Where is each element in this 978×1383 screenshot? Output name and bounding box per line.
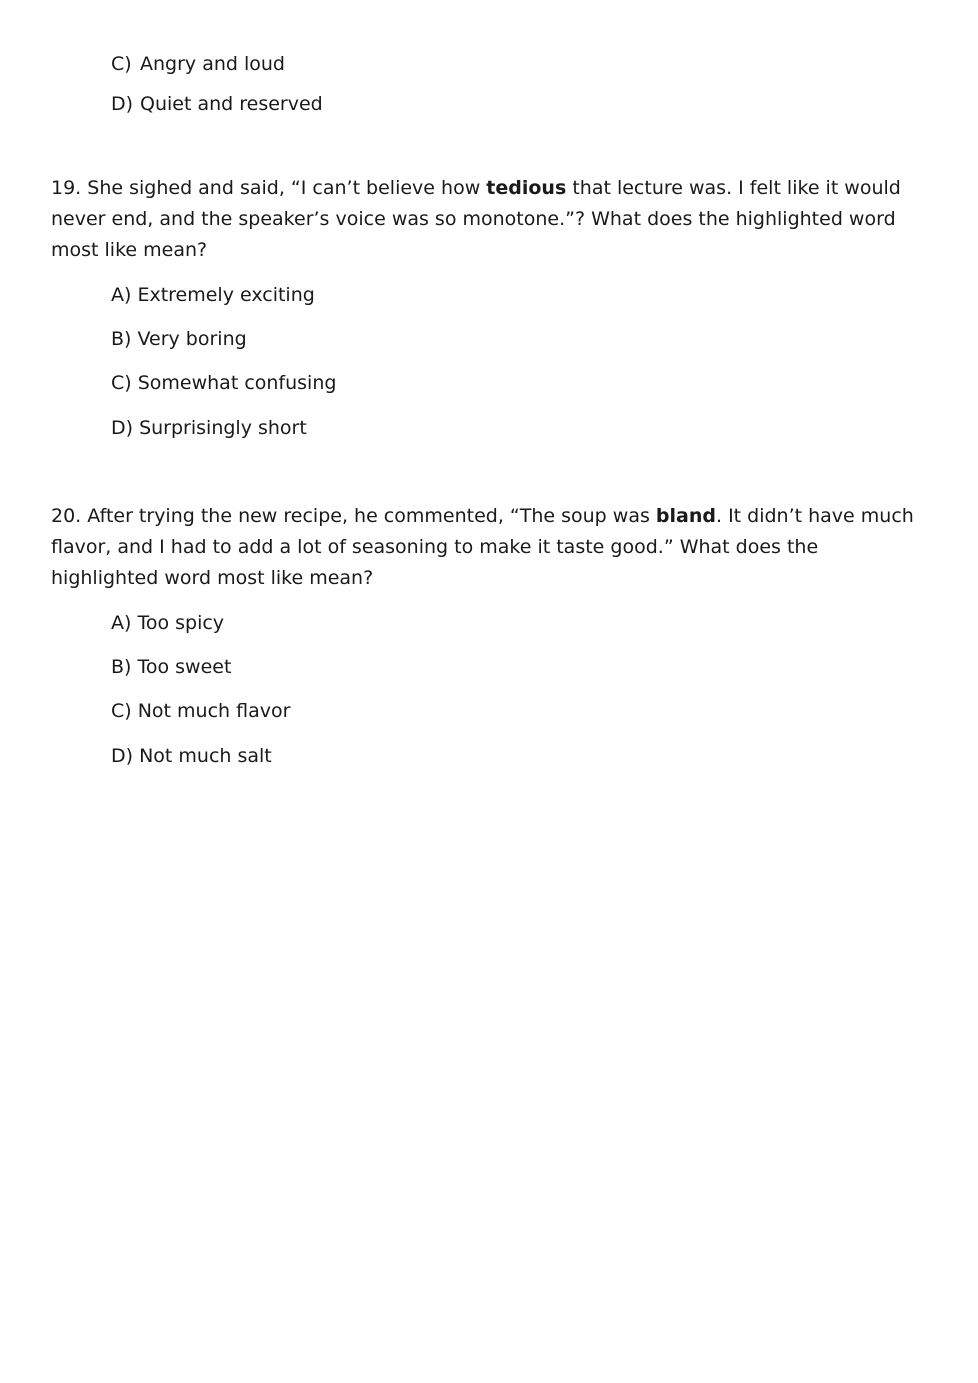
choice-text: Angry and loud [140,53,285,75]
question-number: 20. [51,505,82,527]
q19-option-c: C) Somewhat confusing [111,372,337,394]
question-20 [51,501,931,594]
q20-option-c: C) Not much flavor [111,700,291,722]
q19-option-b: B) Very boring [111,328,247,350]
q20-option-a: A) Too spicy [111,612,225,634]
q20-option-b: B) Too sweet [111,656,232,678]
question-19 [51,173,931,266]
question-keyword: bland [655,505,716,527]
question-19-text [51,173,931,266]
choice-letter: C) [111,53,132,75]
question-20-text [51,501,931,594]
prev-choice-c [111,49,285,80]
q20-option-d: D) Not much salt [111,745,272,767]
question-number: 19. [51,177,82,199]
choice-letter: D) [111,93,134,115]
question-prompt-after: that lecture was. I felt like it would never end, and the speaker’s voice was so monotone.”? What does the highlighted word most like mean? [51,177,901,261]
choice-text: Quiet and reserved [140,93,323,115]
prev-choice-d [111,89,323,120]
question-prompt-before: After trying the new recipe, he commented, “The soup was [87,505,650,527]
question-keyword: tedious [486,177,567,199]
question-prompt-after: . It didn’t have much flavor, and I had to add a lot of seasoning to make it taste good.” What does the highlighted word most like mean? [51,505,914,589]
q19-option-a: A) Extremely exciting [111,284,315,306]
q19-option-d: D) Surprisingly short [111,417,307,439]
question-prompt-before: She sighed and said, “I can’t believe how [87,177,481,199]
